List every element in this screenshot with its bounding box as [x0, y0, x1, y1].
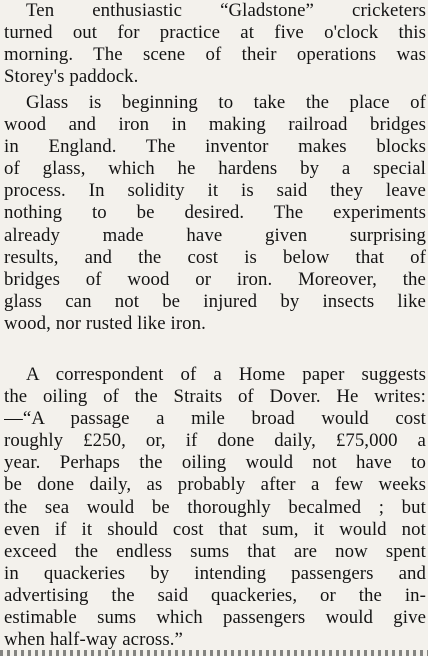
- text-line: wood and iron in making railroad bridges: [4, 114, 426, 136]
- text-line: in England. The inventor makes blocks: [4, 136, 426, 158]
- paragraph-oiling-straits: [4, 364, 426, 651]
- text-line: —“A passage a mile broad would cost: [4, 408, 426, 430]
- text-line: the sea would be thoroughly becalmed ; but: [4, 496, 426, 518]
- text-line: turned out for practice at five o'clock this: [4, 22, 426, 44]
- text-line: exceed the endless sums that are now spent: [4, 540, 426, 562]
- text-line: nothing to be desired. The experiments: [4, 202, 426, 224]
- text-line: the oiling of the Straits of Dover. He writes:: [4, 386, 426, 408]
- text-line: when half-way across.”: [4, 629, 183, 651]
- text-line: Glass is beginning to take the place of: [26, 92, 426, 113]
- text-line: results, and the cost is below that of: [4, 246, 426, 268]
- newspaper-column: [4, 0, 426, 656]
- text-line: estimable sums which passengers would give: [4, 607, 426, 629]
- paragraph-glass-bridges: [4, 92, 426, 335]
- text-line: Storey's paddock.: [4, 66, 139, 88]
- text-line: even if it should cost that sum, it would not: [4, 518, 426, 540]
- text-line: be done daily, as probably after a few weeks: [4, 474, 426, 496]
- text-line: Ten enthusiastic “Gladstone” cricketers: [26, 0, 426, 21]
- text-line: roughly £250, or, if done daily, £75,000 a: [4, 430, 426, 452]
- text-line: glass can not be injured by insects like: [4, 290, 426, 312]
- column-bottom-rule: [0, 650, 428, 656]
- text-line: in quackeries by intending passengers and: [4, 562, 426, 584]
- text-line: wood, nor rusted like iron.: [4, 312, 206, 334]
- text-line: bridges of wood or iron. Moreover, the: [4, 268, 426, 290]
- text-line: year. Perhaps the oiling would not have to: [4, 452, 426, 474]
- text-line: already made have given surprising: [4, 224, 426, 246]
- text-line: of glass, which he hardens by a special: [4, 158, 426, 180]
- paragraph-cricketers: [4, 0, 426, 88]
- text-line: advertising the said quackeries, or the in-: [4, 584, 426, 606]
- text-line: process. In solidity it is said they leave: [4, 180, 426, 202]
- text-line: morning. The scene of their operations was: [4, 44, 426, 66]
- text-line: A correspondent of a Home paper suggests: [26, 364, 426, 385]
